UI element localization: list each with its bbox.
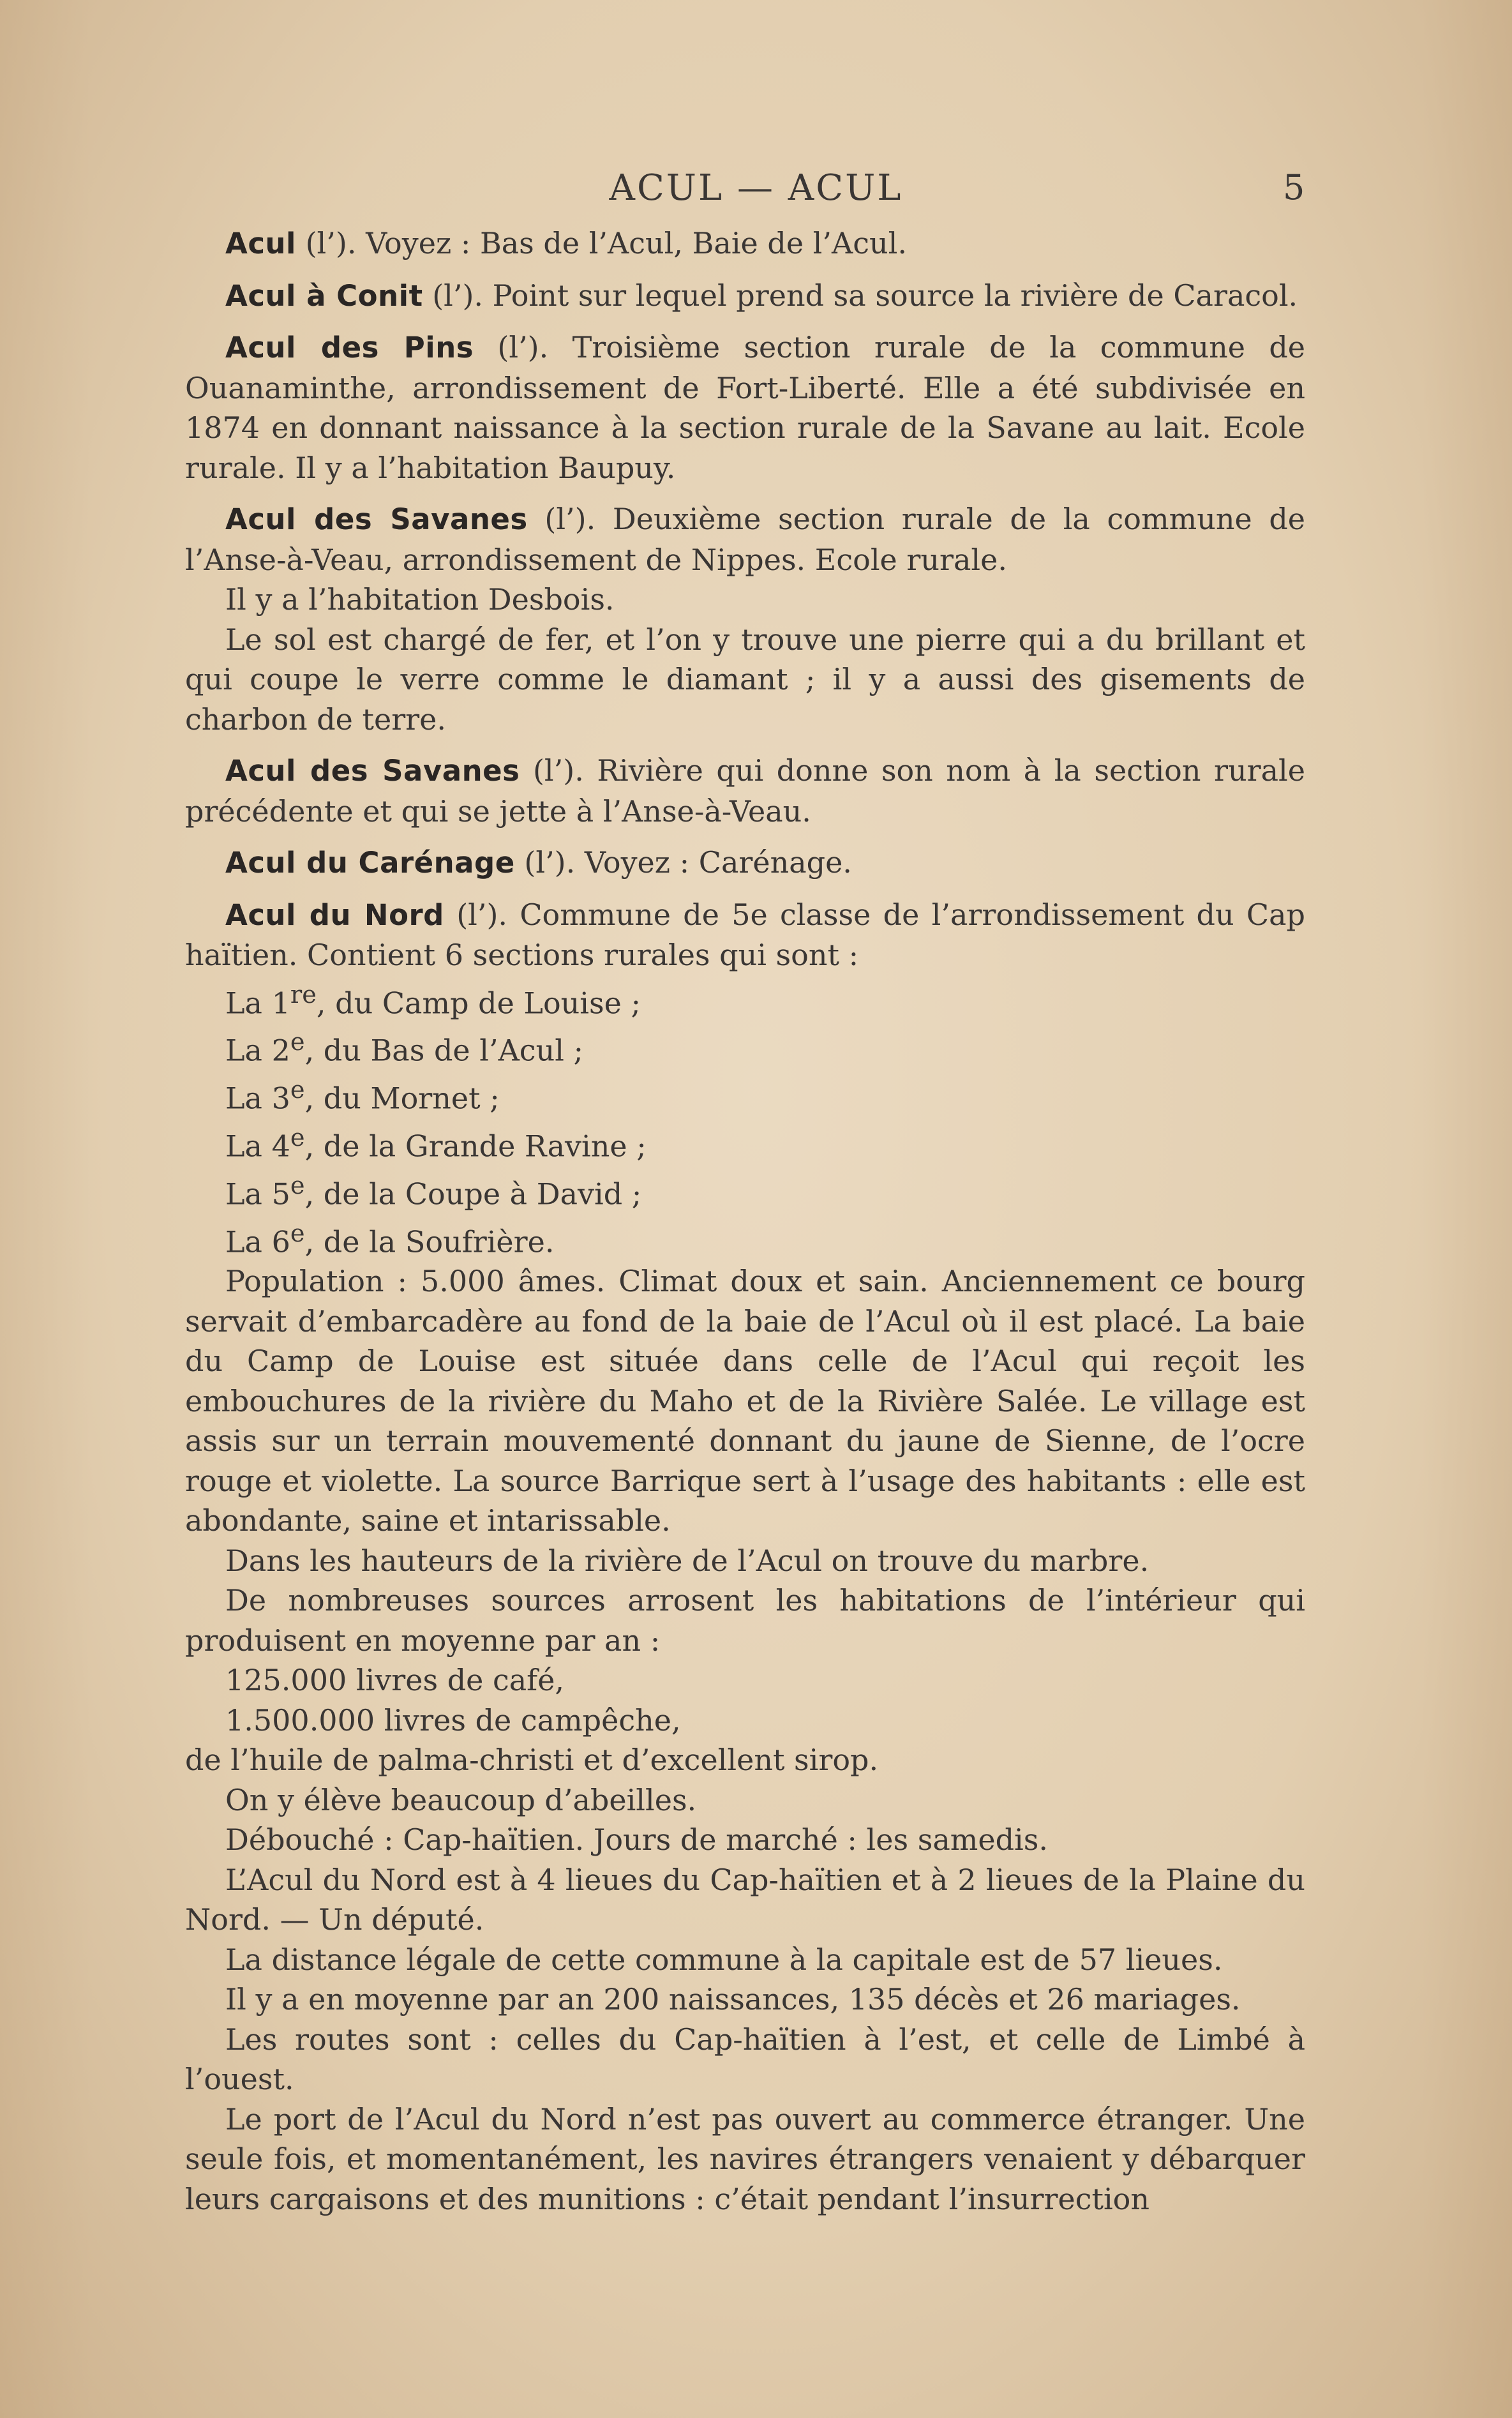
dictionary-entry <box>185 843 1305 883</box>
entry-text: (l’). Voyez : Bas de l’Acul, Baie de l’Acul. <box>305 226 907 260</box>
rural-section-item: La 1re, du Camp de Louise ; <box>225 980 641 1020</box>
paragraph: Il y a l’habitation Desbois. <box>225 582 615 617</box>
rural-section-item: La 6e, de la Soufrière. <box>225 1219 555 1259</box>
entry-text: (l’). Deuxième section rurale de la commune de l’Anse-à-Veau, arrondissement de Nippes. Ecole rurale. <box>185 502 1305 577</box>
entry-text: (l’). Troisième section rurale de la commune de Ouanaminthe, arrondissement de Fort-Liberté. Elle a été subdivisée en 1874 en donnant naissance à la section rurale de la Savane au lait. Ecole rurale. Il y a l’habitation Baupuy. <box>185 330 1305 485</box>
produce-item: 1.500.000 livres de campêche, <box>225 1702 681 1738</box>
rural-section-item: La 2e, du Bas de l’Acul ; <box>225 1028 584 1068</box>
rural-section-item: La 3e, du Mornet ; <box>225 1076 500 1116</box>
entry-headword: Acul des Savanes <box>225 754 520 788</box>
paragraph: Les routes sont : celles du Cap-haïtien à l’est, et celle de Limbé à l’ouest. <box>185 2022 1305 2097</box>
dictionary-entry <box>185 895 1305 975</box>
produce-item: 125.000 livres de café, <box>225 1663 565 1698</box>
entry-text: (l’). Commune de 5e classe de l’arrondissement du Cap haïtien. Contient 6 sections rurales qui sont : <box>185 897 1305 972</box>
entry-headword: Acul <box>225 227 296 260</box>
rural-section-item: La 5e, de la Coupe à David ; <box>225 1171 642 1212</box>
paragraph: On y élève beaucoup d’abeilles. <box>225 1782 697 1817</box>
produce-item: de l’huile de palma-christi et d’excellent sirop. <box>185 1743 879 1778</box>
running-header: ACUL — ACUL <box>609 167 903 209</box>
paragraph: Le port de l’Acul du Nord n’est pas ouvert au commerce étranger. Une seule fois, et momentanément, les navires étrangers venaient y débarquer leurs cargaisons et des munitions : c’était pendant l’insurrection <box>185 2101 1305 2216</box>
entry-text: (l’). Rivière qui donne son nom à la section rurale précédente et qui se jette à l’Anse-à-Veau. <box>185 753 1305 829</box>
paragraph: L’Acul du Nord est à 4 lieues du Cap-haïtien et à 2 lieues de la Plaine du Nord. — Un député. <box>185 1862 1305 1937</box>
entry-text: (l’). Point sur lequel prend sa source la rivière de Caracol. <box>432 278 1298 313</box>
entry-headword: Acul du Carénage <box>225 846 515 880</box>
dictionary-entry <box>185 276 1305 317</box>
paragraph: Débouché : Cap-haïtien. Jours de marché : les samedis. <box>225 1822 1048 1858</box>
entry-headword: Acul à Conit <box>225 278 423 313</box>
page-number: 5 <box>1283 167 1305 207</box>
page-body <box>185 223 1305 2219</box>
dictionary-entry <box>185 499 1305 580</box>
dictionary-entry <box>185 751 1305 831</box>
dictionary-entry <box>185 223 1305 264</box>
entry-text: (l’). Voyez : Carénage. <box>524 845 852 880</box>
paragraph: Il y a en moyenne par an 200 naissances, 135 décès et 26 mariages. <box>225 1982 1241 2017</box>
paragraph: Dans les hauteurs de la rivière de l’Acul on trouve du marbre. <box>225 1543 1149 1578</box>
rural-section-item: La 4e, de la Grande Ravine ; <box>225 1123 647 1164</box>
entry-headword: Acul des Savanes <box>225 502 528 536</box>
paragraph: La distance légale de cette commune à la capitale est de 57 lieues. <box>225 1942 1223 1977</box>
paragraph: De nombreuses sources arrosent les habitations de l’intérieur qui produisent en moyenne par an : <box>185 1583 1305 1658</box>
paragraph: Population : 5.000 âmes. Climat doux et sain. Anciennement ce bourg servait d’embarcadère au fond de la baie de l’Acul où il est placé. La baie du Camp de Louise est située dans celle de l’Acul qui reçoit les embouchures de la rivière du Maho et de la Rivière Salée. Le village est assis sur un terrain mouvementé donnant du jaune de Sienne, de l’ocre rouge et violette. La source Barrique sert à l’usage des habitants : elle est abondante, saine et intarissable. <box>185 1264 1305 1538</box>
entry-headword: Acul du Nord <box>225 897 444 932</box>
dictionary-entry <box>185 327 1305 488</box>
paragraph: Le sol est chargé de fer, et l’on y trouve une pierre qui a du brillant et qui coupe le verre comme le diamant ; il y a aussi des gisements de charbon de terre. <box>185 622 1305 737</box>
entry-headword: Acul des Pins <box>225 331 474 364</box>
